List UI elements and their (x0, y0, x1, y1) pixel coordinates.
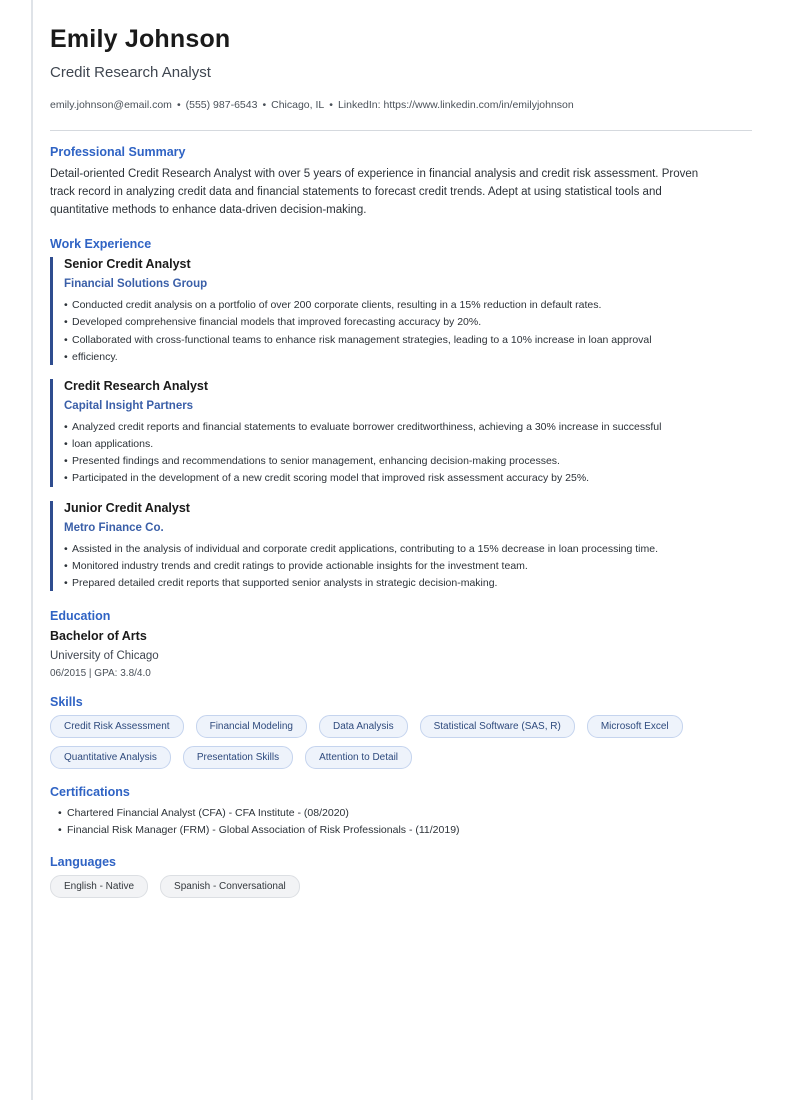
experience-bullet: • Participated in the development of a new credit scoring model that improved risk assessment accuracy by 25%. (64, 470, 752, 486)
contact-separator-2: • (262, 98, 267, 111)
contact-location: Chicago, IL (271, 98, 325, 111)
experience-bullet: • Assisted in the analysis of individual and corporate credit applications, contributing to a 15% decrease in loan processing time. (64, 541, 752, 557)
page-left-rule (31, 0, 33, 1100)
experience-bullet: • efficiency. (64, 349, 752, 365)
experience-bullet: • Prepared detailed credit reports that supported senior analysts in strategic decision-making. (64, 575, 752, 591)
experience-bullet: • Presented findings and recommendations to senior management, enhancing decision-making processes. (64, 453, 752, 469)
section-title-certifications: Certifications (50, 785, 130, 799)
experience-item (50, 501, 752, 591)
certification-item: • Financial Risk Manager (FRM) - Global Association of Risk Professionals - (11/2019) (58, 822, 752, 839)
experience-bullet: • Monitored industry trends and credit ratings to provide actionable insights for the investment team. (64, 558, 752, 574)
experience-bullets (64, 541, 752, 591)
experience-bullets (64, 419, 752, 487)
header-divider (50, 130, 752, 131)
experience-item (50, 379, 752, 487)
language-chip: English - Native (50, 875, 148, 898)
contact-line (50, 97, 610, 114)
page-title: Emily Johnson (50, 25, 231, 53)
skill-chip: Quantitative Analysis (50, 746, 171, 769)
experience-company: Financial Solutions Group (64, 278, 208, 291)
experience-bullets (64, 297, 752, 365)
certification-item: • Chartered Financial Analyst (CFA) - CFA Institute - (08/2020) (58, 805, 752, 822)
experience-bullet: • loan applications. (64, 436, 752, 452)
section-title-education: Education (50, 609, 111, 623)
summary-text: Detail-oriented Credit Research Analyst with over 5 years of experience in financial analysis and credit risk assessment. Proven track record in analyzing credit data and financial statements to forecast credit trends. Adept at using statistical tools and quantitative methods to enhance data-driven decision-making. (50, 167, 699, 217)
education-school: University of Chicago (50, 650, 159, 662)
skill-chip: Data Analysis (319, 715, 408, 738)
section-work-experience (50, 237, 752, 591)
contact-separator-3: • (329, 98, 333, 111)
section-languages (50, 855, 752, 898)
experience-role: Senior Credit Analyst (64, 257, 191, 272)
contact-linkedin-label: LinkedIn: (337, 98, 381, 111)
language-chip: Spanish - Conversational (160, 875, 300, 898)
job-title: Credit Research Analyst (50, 63, 211, 81)
experience-bullet: • Conducted credit analysis on a portfolio of over 200 corporate clients, resulting in a 15% reduction in default rates. (64, 297, 752, 313)
skill-chip: Financial Modeling (196, 715, 307, 738)
skill-chip: Attention to Detail (305, 746, 412, 769)
section-education (50, 609, 752, 679)
contact-separator-1: • (176, 98, 181, 111)
section-title-summary: Professional Summary (50, 144, 186, 159)
skill-chip: Statistical Software (SAS, R) (420, 715, 575, 738)
languages-chip-list (50, 875, 690, 898)
experience-role: Credit Research Analyst (64, 378, 209, 393)
contact-linkedin-url[interactable]: https://www.linkedin.com/in/emilyjohnson (383, 98, 574, 111)
certifications-list (50, 805, 752, 839)
section-title-skills: Skills (50, 695, 83, 709)
contact-phone: (555) 987-6543 (185, 98, 258, 111)
experience-company: Capital Insight Partners (64, 399, 194, 412)
section-skills (50, 695, 752, 769)
section-title-experience: Work Experience (50, 237, 152, 252)
experience-role: Junior Credit Analyst (64, 500, 190, 515)
experience-bullet: • Collaborated with cross-functional teams to enhance risk management strategies, leading to a 10% increase in loan approval (64, 332, 752, 348)
experience-item (50, 257, 752, 365)
section-certifications (50, 785, 752, 839)
education-degree: Bachelor of Arts (50, 629, 147, 643)
skill-chip: Presentation Skills (183, 746, 293, 769)
experience-bullet: • Analyzed credit reports and financial statements to evaluate borrower creditworthiness, achieving a 30% increase in successful (64, 419, 752, 435)
contact-email: emily.johnson@email.com (50, 98, 172, 111)
section-professional-summary (50, 145, 752, 219)
section-title-languages: Languages (50, 855, 116, 869)
skill-chip: Microsoft Excel (587, 715, 683, 738)
experience-bullet: • Developed comprehensive financial models that improved forecasting accuracy by 20%. (64, 314, 752, 330)
skills-chip-list (50, 715, 690, 769)
skill-chip: Credit Risk Assessment (50, 715, 184, 738)
education-meta: 06/2015 | GPA: 3.8/4.0 (50, 668, 151, 679)
experience-company: Metro Finance Co. (64, 521, 164, 534)
